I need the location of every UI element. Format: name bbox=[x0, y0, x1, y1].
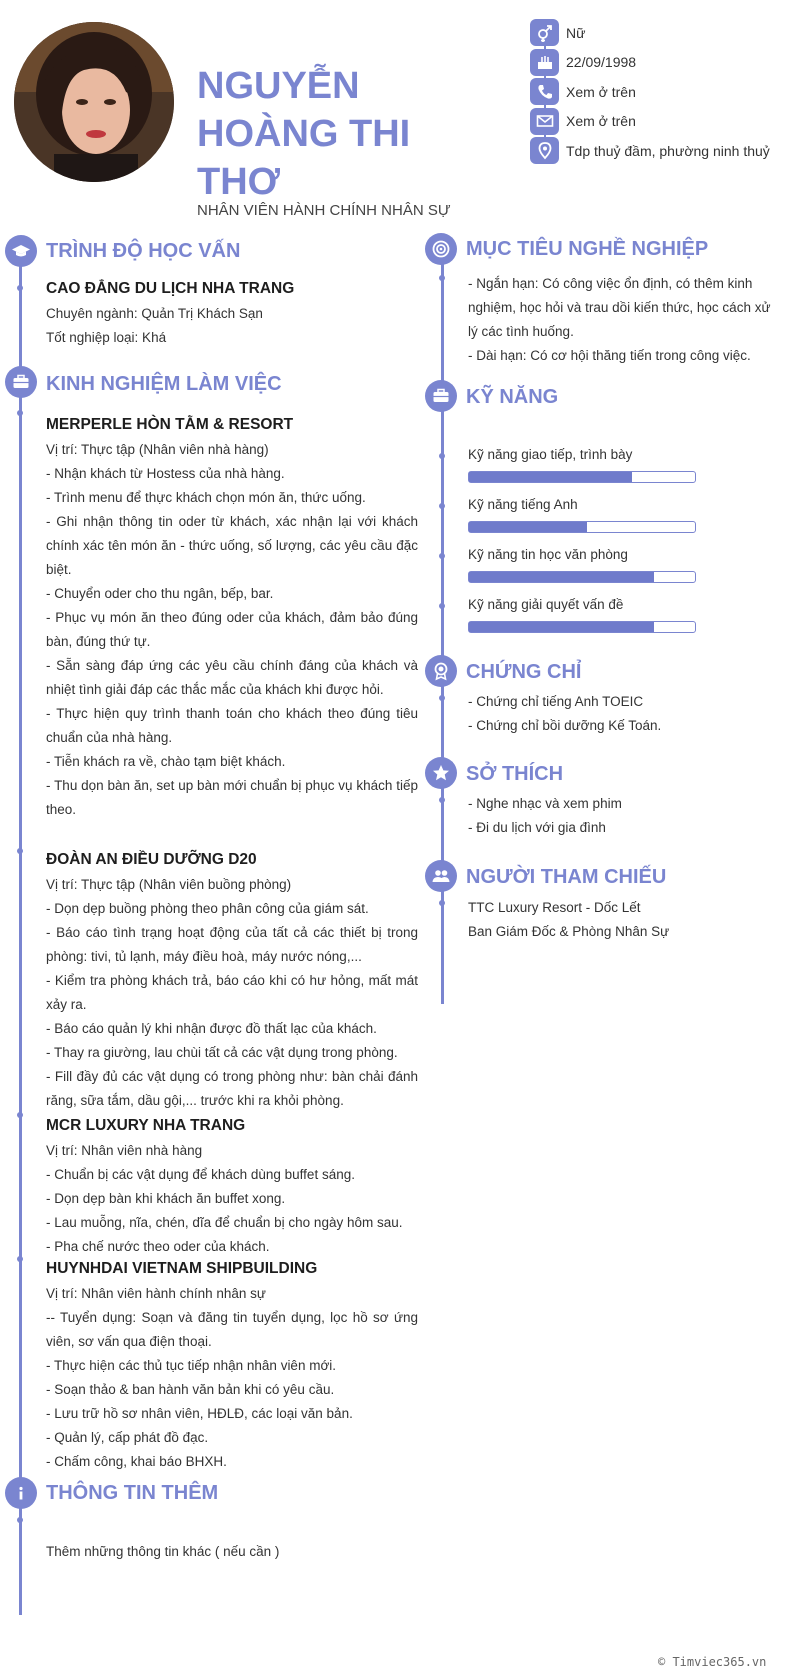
job-line: - Nhận khách từ Hostess của nhà hàng. bbox=[46, 466, 285, 481]
job-2 bbox=[46, 847, 418, 1113]
location-pin-icon bbox=[530, 137, 559, 164]
objective-block bbox=[468, 272, 780, 368]
objective-short-term: - Ngắn hạn: Có công việc ổn định, có thêm kinh nghiệm, học hỏi và trau dồi kiến thức, học cách xử lý các tình huống. bbox=[468, 276, 771, 339]
name-line-1: NGUYỄN bbox=[197, 65, 360, 107]
job-line: - Pha chế nước theo oder của khách. bbox=[46, 1239, 270, 1254]
job-line: Vị trí: Thực tập (Nhân viên nhà hàng) bbox=[46, 442, 269, 457]
job-line: - Kiểm tra phòng khách trả, báo cáo khi có hư hỏng, mất mát xảy ra. bbox=[46, 973, 418, 1012]
certificates-title: CHỨNG CHỈ bbox=[466, 661, 582, 683]
skill-bar-fill bbox=[469, 622, 654, 632]
job-company: ĐOÀN AN ĐIỀU DƯỠNG D20 bbox=[46, 851, 257, 868]
people-icon bbox=[425, 860, 457, 892]
footer-watermark: © Timviec365.vn bbox=[658, 1655, 767, 1669]
job-line: - Trình menu để thực khách chọn món ăn, thức uống. bbox=[46, 490, 366, 505]
job-line: - Quản lý, cấp phát đồ đạc. bbox=[46, 1430, 209, 1445]
job-line: - Dọn dẹp bàn khi khách ăn buffet xong. bbox=[46, 1191, 286, 1206]
contact-email bbox=[530, 107, 780, 137]
timeline-dot bbox=[439, 797, 445, 803]
school-name: CAO ĐẲNG DU LỊCH NHA TRANG bbox=[46, 280, 295, 297]
extra-title: THÔNG TIN THÊM bbox=[46, 1482, 219, 1504]
job-4 bbox=[46, 1256, 418, 1474]
job-position: NHÂN VIÊN HÀNH CHÍNH NHÂN SỰ bbox=[197, 202, 451, 219]
skill-label: Kỹ năng giao tiếp, trình bày bbox=[468, 447, 633, 462]
education-grade: Tốt nghiệp loại: Khá bbox=[46, 330, 167, 345]
education-title: TRÌNH ĐỘ HỌC VẤN bbox=[46, 240, 241, 262]
hobby-item: - Nghe nhạc và xem phim bbox=[468, 796, 622, 811]
job-line: - Thực hiện các thủ tục tiếp nhận nhân viên mới. bbox=[46, 1358, 337, 1373]
target-icon bbox=[425, 233, 457, 265]
job-line: - Fill đầy đủ các vật dụng có trong phòng như: bàn chải đánh răng, sữa tắm, dầu gội,... trước khi ra khỏi phòng. bbox=[46, 1069, 418, 1108]
timeline-dot bbox=[17, 1112, 23, 1118]
reference-item: Ban Giám Đốc & Phòng Nhân Sự bbox=[468, 924, 670, 939]
timeline-dot bbox=[439, 603, 445, 609]
job-company: HUYNHDAI VIETNAM SHIPBUILDING bbox=[46, 1260, 318, 1277]
skill-bar bbox=[468, 571, 696, 583]
timeline-dot bbox=[439, 503, 445, 509]
job-line: -- Tuyển dụng: Soạn và đăng tin tuyển dụng, lọc hồ sơ ứng viên, sơ vấn qua điện thoại. bbox=[46, 1310, 418, 1349]
job-3 bbox=[46, 1113, 418, 1259]
job-line: - Soạn thảo & ban hành văn bản khi có yêu cầu. bbox=[46, 1382, 335, 1397]
address-value: Tdp thuỷ đầm, phường ninh thuỷ bbox=[566, 142, 770, 159]
skill-bar bbox=[468, 521, 696, 533]
job-line: - Phục vụ món ăn theo đúng oder của khách, đảm bảo đúng bàn, đúng thứ tự. bbox=[46, 610, 418, 649]
phone-icon bbox=[530, 78, 559, 105]
award-badge-icon bbox=[425, 655, 457, 687]
timeline-dot bbox=[439, 453, 445, 459]
objective-long-term: - Dài hạn: Có cơ hội thăng tiến trong công việc. bbox=[468, 348, 751, 363]
education-major: Chuyên ngành: Quản Trị Khách Sạn bbox=[46, 306, 263, 321]
job-line: - Báo cáo tình trạng hoạt động của tất cả các thiết bị trong phòng: tivi, tủ lạnh, máy điều hoà, máy nước nóng,... bbox=[46, 925, 418, 964]
objective-title: MỤC TIÊU NGHỀ NGHIỆP bbox=[466, 238, 709, 260]
left-timeline bbox=[19, 240, 22, 1615]
skill-label: Kỹ năng giải quyết vấn đề bbox=[468, 597, 624, 612]
job-company: MCR LUXURY NHA TRANG bbox=[46, 1117, 246, 1134]
profile-photo bbox=[14, 22, 174, 182]
email-value: Xem ở trên bbox=[566, 113, 636, 130]
skill-bar bbox=[468, 621, 696, 633]
certificate-item: - Chứng chỉ bồi dưỡng Kế Toán. bbox=[468, 718, 662, 733]
birthday-value: 22/09/1998 bbox=[566, 54, 637, 71]
timeline-dot bbox=[17, 410, 23, 416]
email-envelope-icon bbox=[530, 108, 559, 135]
hobbies-title: SỞ THÍCH bbox=[466, 763, 564, 785]
skill-bar-fill bbox=[469, 472, 632, 482]
hobby-item: - Đi du lịch với gia đình bbox=[468, 820, 606, 835]
gender-value: Nữ bbox=[566, 24, 586, 41]
contact-info bbox=[530, 18, 780, 166]
contact-phone bbox=[530, 77, 780, 107]
briefcase-icon bbox=[425, 380, 457, 412]
job-line: Vị trí: Nhân viên nhà hàng bbox=[46, 1143, 203, 1158]
skill-label: Kỹ năng tin học văn phòng bbox=[468, 547, 628, 562]
job-line: - Lưu trữ hồ sơ nhân viên, HĐLĐ, các loại văn bản. bbox=[46, 1406, 353, 1421]
job-line: - Chuẩn bị các vật dụng để khách dùng buffet sáng. bbox=[46, 1167, 355, 1182]
star-icon bbox=[425, 757, 457, 789]
reference-item: TTC Luxury Resort - Dốc Lết bbox=[468, 900, 641, 915]
contact-gender bbox=[530, 18, 780, 48]
job-line: - Sẵn sàng đáp ứng các yêu cầu chính đáng của khách và nhiệt tình giải đáp các thắc mắc của khách khi được hỏi. bbox=[46, 658, 418, 697]
job-line: Vị trí: Thực tập (Nhân viên buồng phòng) bbox=[46, 877, 292, 892]
education-block bbox=[46, 276, 418, 350]
phone-value: Xem ở trên bbox=[566, 83, 636, 100]
skill-bar-fill bbox=[469, 572, 654, 582]
references-title: NGƯỜI THAM CHIẾU bbox=[466, 866, 667, 888]
job-line: - Thu dọn bàn ăn, set up bàn mới chuẩn bị phục vụ khách tiếp theo. bbox=[46, 778, 418, 817]
job-line: - Tiễn khách ra về, chào tạm biệt khách. bbox=[46, 754, 286, 769]
graduation-cap-icon bbox=[5, 235, 37, 267]
contact-address bbox=[530, 136, 780, 166]
timeline-dot bbox=[17, 285, 23, 291]
job-line: - Thực hiện quy trình thanh toán cho khách theo đúng tiêu chuẩn của nhà hàng. bbox=[46, 706, 418, 745]
name-line-3: THƠ bbox=[197, 161, 281, 203]
references-block bbox=[468, 896, 780, 944]
timeline-dot bbox=[439, 275, 445, 281]
timeline-dot bbox=[439, 553, 445, 559]
skills-title: KỸ NĂNG bbox=[466, 386, 559, 408]
job-company: MERPERLE HÒN TẰM & RESORT bbox=[46, 416, 294, 433]
timeline-dot bbox=[439, 695, 445, 701]
name-line-2: HOÀNG THI bbox=[197, 113, 411, 155]
job-line: - Chấm công, khai báo BHXH. bbox=[46, 1454, 227, 1469]
job-line: - Báo cáo quản lý khi nhận được đồ thất lạc của khách. bbox=[46, 1021, 377, 1036]
briefcase-icon bbox=[5, 366, 37, 398]
timeline-dot bbox=[439, 900, 445, 906]
job-line: - Thay ra giường, lau chùi tất cả các vật dụng trong phòng. bbox=[46, 1045, 398, 1060]
job-line: - Dọn dẹp buồng phòng theo phân công của giám sát. bbox=[46, 901, 369, 916]
skill-bar bbox=[468, 471, 696, 483]
job-line: - Ghi nhận thông tin oder từ khách, xác nhận lại với khách chính xác tên món ăn - thức uống, số lượng, các yêu cầu đặc biệt. bbox=[46, 514, 418, 577]
job-line: Vị trí: Nhân viên hành chính nhân sự bbox=[46, 1286, 266, 1301]
gender-icon bbox=[530, 19, 559, 46]
certificates-block bbox=[468, 690, 780, 738]
timeline-dot bbox=[17, 848, 23, 854]
job-line: - Lau muỗng, nĩa, chén, dĩa để chuẩn bị cho ngày hôm sau. bbox=[46, 1215, 403, 1230]
info-icon bbox=[5, 1477, 37, 1509]
skill-bar-fill bbox=[469, 522, 587, 532]
candidate-name bbox=[197, 62, 497, 206]
experience-title: KINH NGHIỆM LÀM VIỆC bbox=[46, 373, 282, 395]
job-line: - Chuyển oder cho thu ngân, bếp, bar. bbox=[46, 586, 274, 601]
job-1 bbox=[46, 412, 418, 822]
hobbies-block bbox=[468, 792, 780, 840]
certificate-item: - Chứng chỉ tiếng Anh TOEIC bbox=[468, 694, 644, 709]
contact-birthday bbox=[530, 48, 780, 78]
timeline-dot bbox=[17, 1517, 23, 1523]
timeline-dot bbox=[17, 1256, 23, 1262]
birthday-cake-icon bbox=[530, 49, 559, 76]
skill-label: Kỹ năng tiếng Anh bbox=[468, 497, 578, 512]
extra-text: Thêm những thông tin khác ( nếu cần ) bbox=[46, 1544, 280, 1559]
